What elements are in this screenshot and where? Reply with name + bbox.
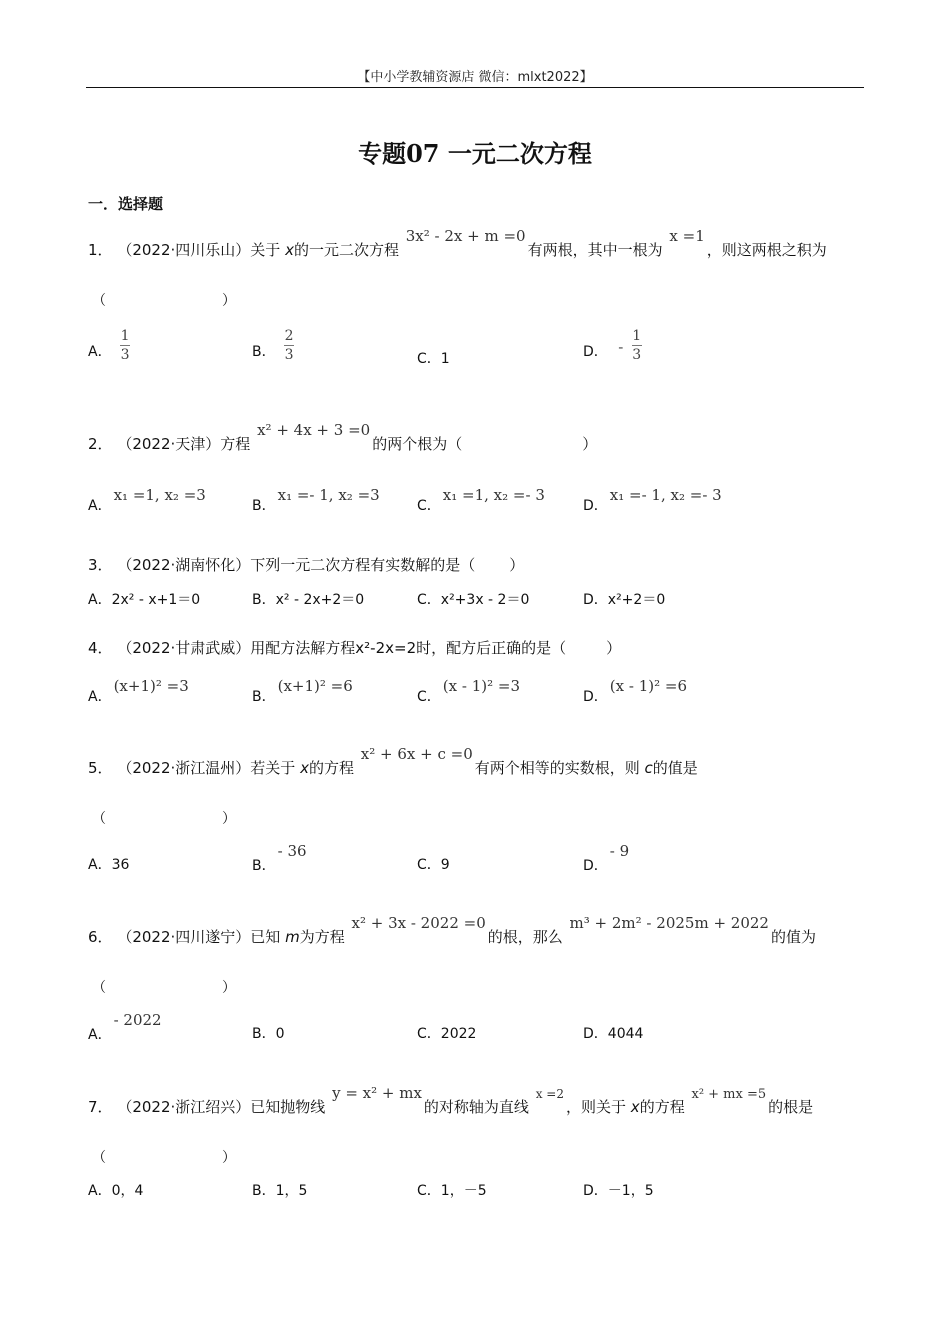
option-label: D． [583, 689, 608, 705]
option-d[interactable] [583, 842, 631, 875]
paren-open: （ [92, 811, 106, 827]
fraction [120, 328, 130, 363]
question-text: 的值为 [770, 928, 816, 946]
option-text: - 2022 [113, 1011, 162, 1029]
option-a[interactable] [88, 856, 129, 874]
option-b[interactable] [252, 677, 353, 706]
option-text: 9 [440, 857, 450, 873]
option-label: D． [583, 1026, 608, 1042]
option-text: x₁ =1, x₂ =- 3 [442, 486, 545, 504]
option-d[interactable] [583, 1025, 643, 1043]
option-b[interactable] [252, 326, 294, 361]
equation: x =2 [535, 1087, 564, 1101]
question-text: 的一元二次方程 [293, 241, 399, 259]
denominator: 3 [120, 347, 130, 363]
option-label: C． [417, 689, 441, 705]
option-label: D． [583, 858, 608, 874]
option-label: C． [417, 1026, 441, 1042]
question-text: 的方程 [639, 1098, 685, 1116]
question-number: 5． [88, 759, 113, 777]
equation: x² + 6x + c =0 [360, 745, 473, 763]
question-text: 方程 [220, 435, 251, 453]
option-a[interactable] [88, 591, 200, 609]
variable: m [285, 928, 300, 946]
question-text: 有两根，其中一根为 [527, 241, 663, 259]
option-d[interactable] [583, 591, 665, 609]
equation: x² + 3x - 2022 =0 [351, 914, 486, 932]
variable: x [285, 241, 294, 259]
answer-blank [92, 1147, 236, 1167]
option-text: －1，5 [607, 1183, 654, 1199]
question-number: 4． [88, 639, 113, 657]
option-b[interactable] [252, 486, 380, 515]
option-label: A． [88, 857, 112, 873]
option-a[interactable] [88, 677, 189, 706]
equation: x =1 [669, 227, 705, 245]
section-heading: 一．选择题 [88, 195, 164, 213]
variable: x [300, 759, 309, 777]
option-c[interactable] [417, 486, 545, 515]
question-3 [88, 555, 524, 575]
option-label: A． [88, 344, 112, 360]
denominator: 3 [632, 347, 642, 363]
paren-close: ） [222, 1150, 236, 1166]
option-label: D． [583, 1183, 608, 1199]
question-source: （2022·甘肃武威） [117, 639, 251, 657]
answer-blank [92, 808, 236, 828]
option-b[interactable] [252, 842, 309, 875]
question-7 [88, 1084, 814, 1119]
option-label: B． [252, 592, 276, 608]
option-text: (x - 1)² =6 [609, 677, 687, 695]
option-a[interactable] [88, 486, 206, 515]
option-d[interactable] [583, 326, 642, 361]
option-label: C． [417, 1183, 441, 1199]
option-label: B． [252, 689, 276, 705]
option-text: x² - 2x+2＝0 [275, 592, 365, 608]
question-number: 6． [88, 928, 113, 946]
question-6 [88, 914, 816, 947]
variable: x [630, 1098, 640, 1116]
option-b[interactable] [252, 591, 364, 609]
option-label: D． [583, 592, 608, 608]
question-1 [88, 227, 827, 260]
option-text: 0 [275, 1026, 285, 1042]
question-4 [88, 638, 621, 658]
option-c[interactable] [417, 677, 520, 706]
paren-close: ） [606, 639, 622, 657]
option-text: x₁ =- 1, x₂ =- 3 [609, 486, 722, 504]
paren-open: （ [92, 980, 106, 996]
variable: c [644, 759, 653, 777]
option-text: x₁ =- 1, x₂ =3 [277, 486, 380, 504]
denominator: 3 [284, 347, 294, 363]
option-a[interactable] [88, 326, 130, 361]
header-divider [86, 87, 864, 88]
option-text: 4044 [607, 1026, 644, 1042]
question-source: （2022·浙江温州） [117, 759, 251, 777]
question-source: （2022·四川遂宁） [117, 928, 251, 946]
option-text: 2022 [440, 1026, 477, 1042]
option-label: D． [583, 498, 608, 514]
option-c[interactable] [417, 350, 450, 368]
option-label: D． [583, 344, 608, 360]
question-number: 2． [88, 435, 113, 453]
option-a[interactable] [88, 1182, 143, 1200]
question-text: 的根是 [768, 1098, 814, 1116]
option-label: C． [417, 857, 441, 873]
question-text: 的根，那么 [487, 928, 563, 946]
question-number: 3． [88, 556, 113, 574]
option-text: 36 [111, 857, 130, 873]
question-2 [88, 421, 598, 454]
option-label: B． [252, 858, 276, 874]
question-text: 若关于 [250, 759, 296, 777]
question-source: （2022·四川乐山） [117, 241, 251, 259]
option-d[interactable] [583, 486, 722, 515]
answer-blank [92, 290, 236, 310]
equation: x² + mx =5 [691, 1087, 767, 1102]
paren-close: ） [222, 293, 236, 309]
option-text: 1，－5 [440, 1183, 487, 1199]
question-5 [88, 745, 698, 778]
question-source: （2022·湖南怀化） [117, 556, 251, 574]
option-text: - 9 [609, 842, 630, 860]
option-text: (x+1)² =3 [113, 677, 189, 695]
option-c[interactable] [417, 1025, 476, 1043]
minus-sign: - [618, 338, 624, 356]
expression: m³ + 2m² - 2025m + 2022 [569, 914, 769, 932]
equation: y = x² + mx [332, 1084, 422, 1102]
option-label: A． [88, 1183, 112, 1199]
option-d[interactable] [583, 677, 687, 706]
question-text: 的两个根为（ [372, 435, 463, 453]
answer-blank [92, 977, 236, 997]
question-text: 时，配方后正确的是（ [416, 639, 567, 657]
option-b[interactable] [252, 1025, 285, 1043]
option-text: - 36 [277, 842, 307, 860]
question-source: （2022·浙江绍兴） [117, 1098, 251, 1116]
option-label: B． [252, 344, 276, 360]
question-text: 的方程 [308, 759, 354, 777]
option-text: x²+2＝0 [607, 592, 666, 608]
paren-close: ） [222, 811, 236, 827]
question-text: ，则这两根之积为 [706, 241, 827, 259]
option-text: (x+1)² =6 [277, 677, 353, 695]
option-label: A． [88, 498, 112, 514]
question-text: 的对称轴为直线 [423, 1098, 529, 1116]
option-label: B． [252, 1026, 276, 1042]
page-title: 专题07 一元二次方程 [358, 139, 592, 168]
option-label: A． [88, 592, 112, 608]
option-c[interactable] [417, 856, 450, 874]
option-b[interactable] [252, 1182, 307, 1200]
option-label: A． [88, 1027, 112, 1043]
question-number: 1． [88, 241, 113, 259]
option-d[interactable] [583, 1182, 654, 1200]
question-text: 已知 [250, 928, 281, 946]
option-text: x²+3x - 2＝0 [440, 592, 530, 608]
fraction [632, 328, 642, 363]
paren-close: ） [509, 556, 525, 574]
fraction [284, 328, 294, 363]
question-text: 为方程 [299, 928, 345, 946]
option-a[interactable] [88, 1011, 164, 1044]
numerator: 1 [632, 328, 642, 344]
question-source: （2022·天津） [117, 435, 221, 453]
question-text: 关于 [250, 241, 281, 259]
numerator: 2 [284, 328, 294, 344]
equation: 3x² - 2x + m =0 [405, 227, 526, 245]
option-text: 0，4 [111, 1183, 144, 1199]
option-label: C． [417, 498, 441, 514]
option-label: B． [252, 1183, 276, 1199]
question-number: 7． [88, 1098, 113, 1116]
option-text: 1 [440, 351, 450, 367]
paren-open: （ [92, 1150, 106, 1166]
question-text: 下列一元二次方程有实数解的是（ [250, 556, 476, 574]
paren-close: ） [582, 435, 598, 453]
option-text: (x - 1)² =3 [442, 677, 520, 695]
option-text: x₁ =1, x₂ =3 [113, 486, 206, 504]
paren-open: （ [92, 293, 106, 309]
option-c[interactable] [417, 1182, 487, 1200]
paren-close: ） [222, 980, 236, 996]
option-label: C． [417, 592, 441, 608]
question-text: 已知抛物线 [250, 1098, 326, 1116]
equation: x² + 4x + 3 =0 [257, 421, 371, 439]
option-label: B． [252, 498, 276, 514]
page-header: 【中小学教辅资源店 微信：mlxt2022】 [357, 70, 593, 85]
question-text: ，则关于 [566, 1098, 627, 1116]
option-text: 1，5 [275, 1183, 308, 1199]
option-c[interactable] [417, 591, 529, 609]
numerator: 1 [120, 328, 130, 344]
option-text: 2x² - x+1＝0 [111, 592, 201, 608]
option-label: C． [417, 351, 441, 367]
option-label: A． [88, 689, 112, 705]
equation: x²-2x=2 [355, 639, 417, 657]
question-text: 用配方法解方程 [250, 639, 356, 657]
question-text: 有两个相等的实数根，则 [474, 759, 640, 777]
question-text: 的值是 [652, 759, 698, 777]
